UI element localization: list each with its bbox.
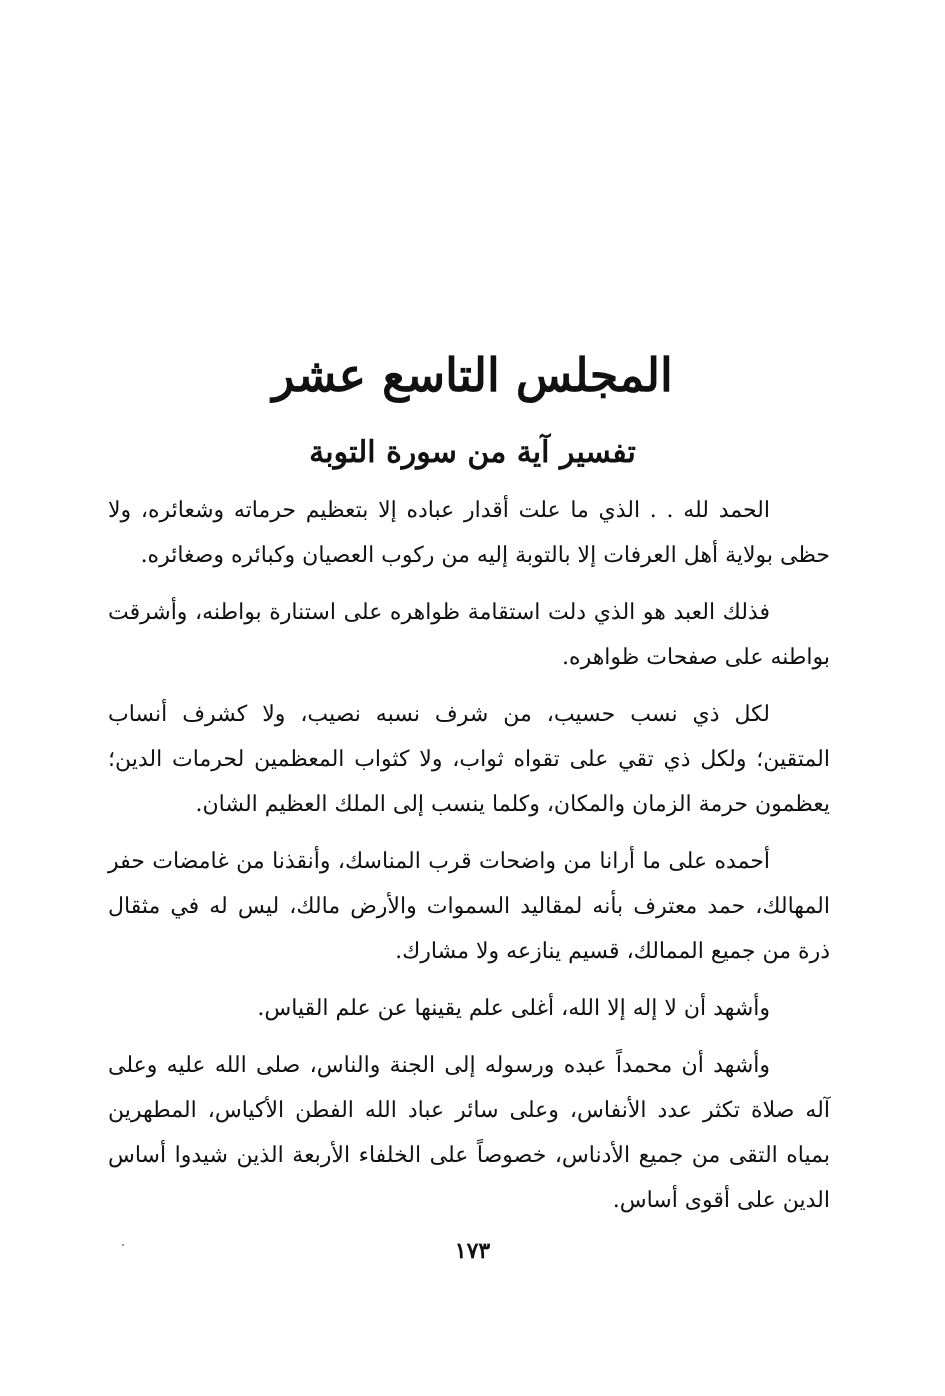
paragraph-6: وأشهد أن محمداً عبده ورسوله إلى الجنة والناس، صلى الله عليه وعلى آله صلاة تكثر عدد الأنفاس، وعلى سائر عباد الله الفطن الأكياس، المطهرين بمياه التقى من جميع الأدناس، خصوصاً على الخلفاء الأربعة الذين شيدوا أساس الدين على أقوى أساس. <box>108 1053 830 1213</box>
chapter-title: المجلس التاسع عشر <box>272 348 673 402</box>
paragraph-2: فذلك العبد هو الذي دلت استقامة ظواهره على استنارة بواطنه، وأشرقت بواطنه على صفحات ظواهره. <box>108 600 830 670</box>
page-number: ١٧٣ <box>454 1238 491 1264</box>
paragraph-1: الحمد لله . . الذي ما علت أقدار عباده إلا بتعظيم حرماته وشعائره، ولا حظى بولاية أهل العرفات إلا بالتوبة إليه من ركوب العصيان وكبائره وصغائره. <box>108 498 830 568</box>
body-text <box>108 488 830 1235</box>
paragraph-4: أحمده على ما أرانا من واضحات قرب المناسك، وأنقذنا من غامضات حفر المهالك، حمد معترف بأنه لمقاليد السموات والأرض مالك، ليس له في مثقال ذرة من جميع الممالك، قسيم ينازعه ولا مشارك. <box>108 849 830 964</box>
chapter-subtitle: تفسير آية من سورة التوبة <box>309 435 636 470</box>
paragraph-5: وأشهد أن لا إله إلا الله، أغلى علم يقينها عن علم القياس. <box>257 996 770 1021</box>
paragraph-3: لكل ذي نسب حسيب، من شرف نسبه نصيب، ولا كشرف أنساب المتقين؛ ولكل ذي تقي على تقواه ثواب، ولا كثواب المعظمين لحرمات الدين؛ يعظمون حرمة الزمان والمكان، وكلما ينسب إلى الملك العظيم الشان. <box>108 702 830 817</box>
